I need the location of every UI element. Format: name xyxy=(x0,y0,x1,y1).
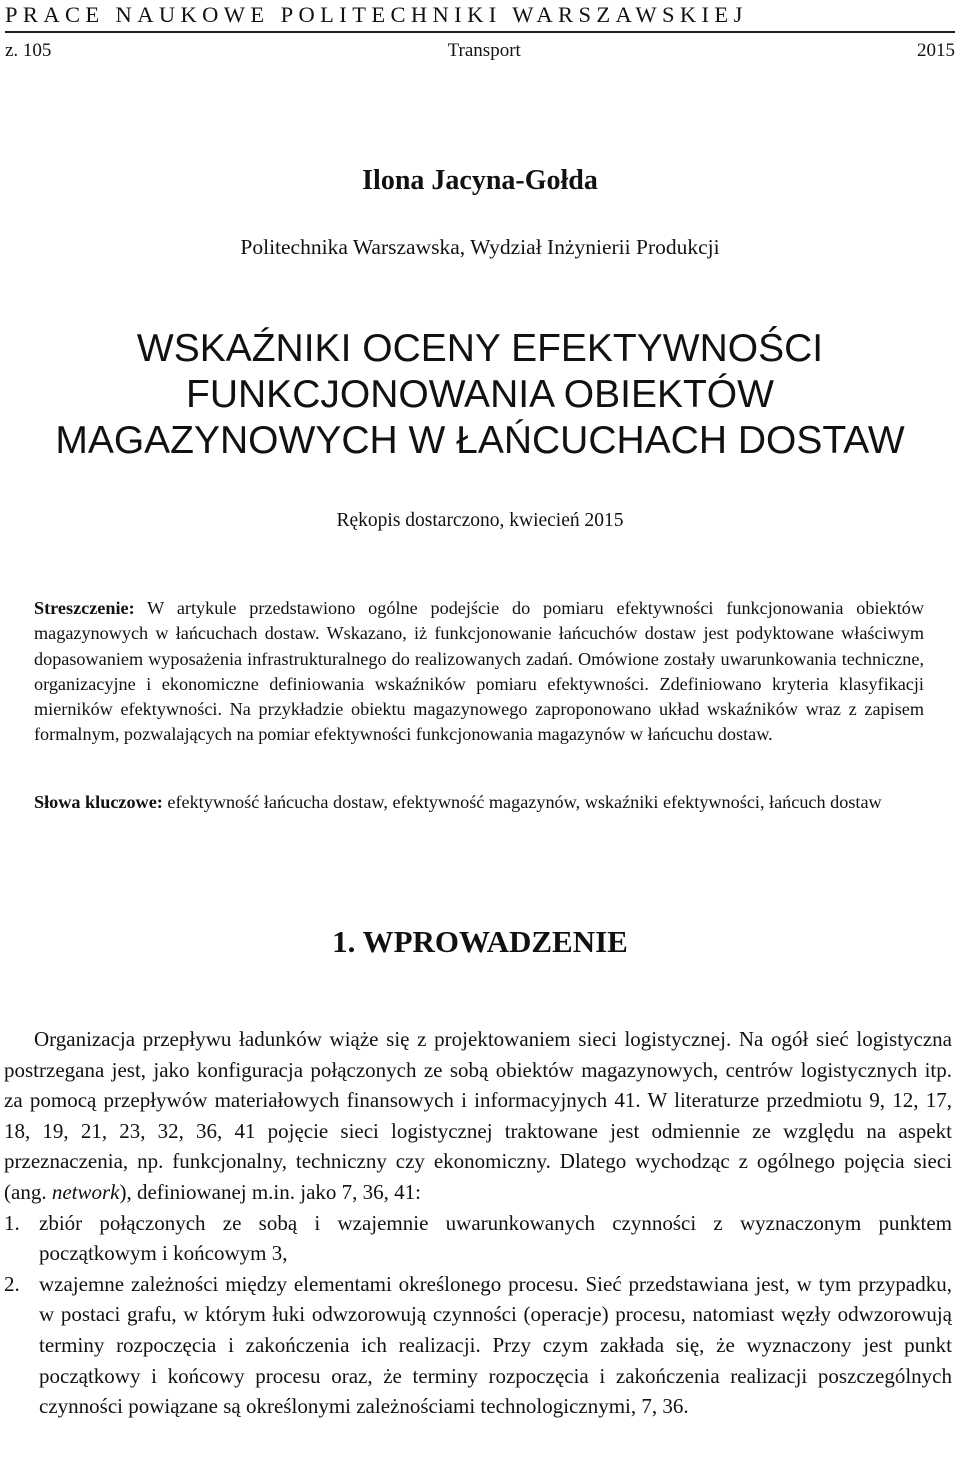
journal-name: PRACE NAUKOWE POLITECHNIKI WARSZAWSKIEJ xyxy=(5,2,748,27)
paper-title xyxy=(0,326,960,464)
received-date: Rękopis dostarczono, kwiecień 2015 xyxy=(336,510,624,531)
intro-paragraph xyxy=(4,1024,952,1208)
paragraph-italic: network xyxy=(51,1179,120,1204)
paragraph-text: Organizacja przepływu ładunków wiąże się z projektowaniem sieci logistycznej. Na ogół sieć logistyczna postrzegana jest, jako konfiguracja połączonych ze sobą obiektów magazynowych, centrów logistycznych itp. za pomocą przepływów materiałowych finansowych i informacyjnych 41. W literaturze przedmiotu 9, 12, 17, 18, 19, 21, 23, 32, 36, 41 pojęcie sieci logistycznej traktowane jest odmiennie ze względu na aspekt przeznaczenia, np. funkcjonalny, techniczny czy ekonomiczny. Dlatego wychodząc z ogólnego pojęcia sieci (ang. xyxy=(4,1027,952,1204)
keywords xyxy=(34,790,924,815)
author-name: Ilona Jacyna-Gołda xyxy=(362,165,598,196)
list-item xyxy=(4,1269,952,1422)
issue-number: z. 105 xyxy=(5,40,52,61)
paragraph-text-end: ), definiowanej m.in. jako 7, 36, 41: xyxy=(119,1179,422,1204)
header-rule xyxy=(5,31,955,33)
list-item-text: wzajemne zależności między elementami określonego procesu. Sieć przedstawiana jest, w tym przypadku, w postaci grafu, w którym łuki odwzorowują czynności (operacje) procesu, natomiast węzły odwzorowują terminy rozpoczęcia i zakończenia ich realizacji. Przy czym zakłada się, że wyznaczony jest punkt początkowy i końcowy procesu oraz, że terminy rozpoczęcia i zakończenia realizacji poszczególnych czynności powiązane są określonymi zależnościami technologicznymi, 7, 36. xyxy=(39,1271,952,1419)
section-heading xyxy=(0,924,960,960)
section-title: WPROWADZENIE xyxy=(362,924,628,959)
list-item-number: 2. xyxy=(4,1271,20,1296)
section-number: 1. xyxy=(332,924,356,959)
list-item-number: 1. xyxy=(4,1210,20,1235)
series-name: Transport xyxy=(447,40,521,61)
body-text xyxy=(4,1024,952,1422)
keywords-text: efektywność łańcucha dostaw, efektywność magazynów, wskaźniki efektywności, łańcuch dostaw xyxy=(162,792,882,812)
list-item-text: zbiór połączonych ze sobą i wzajemnie uwarunkowanych czynności z wyznaczonym punktem początkowym i końcowym 3, xyxy=(39,1210,952,1266)
title-line: WSKAŹNIKI OCENY EFEKTYWNOŚCI xyxy=(136,327,824,370)
keywords-label: Słowa kluczowe: xyxy=(34,792,163,812)
title-line: FUNKCJONOWANIA OBIEKTÓW xyxy=(186,373,774,416)
title-line: MAGAZYNOWYCH W ŁAŃCUCHACH DOSTAW xyxy=(55,419,905,462)
abstract-text: W artykule przedstawiono ogólne podejście do pomiaru efektywności funkcjonowania obiektów magazynowych w łańcuchach dostaw. Wskazano, iż funkcjonowanie łańcuchów dostaw jest podyktowane właściwym dopasowaniem wyposażenia infrastrukturalnego do realizowanych zadań. Omówione zostały uwarunkowania techniczne, organizacyjne i ekonomiczne definiowania wskaźników pomiaru efektywności. Zdefiniowano kryteria klasyfikacji mierników efektywności. Na przykładzie obiektu magazynowego zaproponowano układ wskaźników wraz z zapisem formalnym, pozwalających na pomiar efektywności funkcjonowania magazynów w łańcuchu dostaw. xyxy=(34,598,924,745)
list-item xyxy=(4,1208,952,1269)
issue-line xyxy=(5,40,955,62)
definition-list xyxy=(4,1208,952,1422)
abstract xyxy=(34,596,924,748)
author-affiliation: Politechnika Warszawska, Wydział Inżynierii Produkcji xyxy=(240,235,720,259)
issue-year: 2015 xyxy=(916,40,955,61)
abstract-label: Streszczenie: xyxy=(34,598,135,618)
